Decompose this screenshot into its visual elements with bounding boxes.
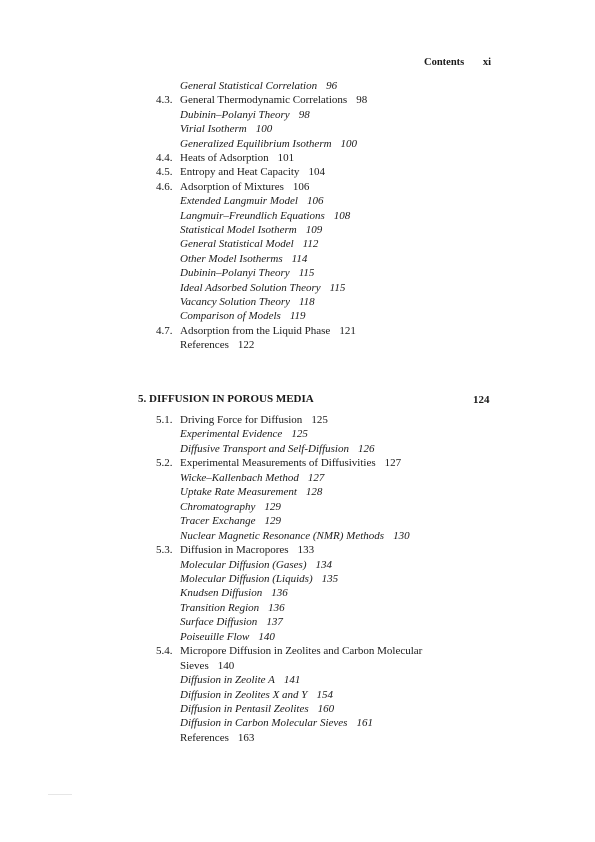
running-head-page-number: xi (482, 57, 492, 68)
entry-title: Molecular Diffusion (Liquids) (180, 572, 313, 585)
section-number: 4.7. (156, 324, 173, 337)
entry-title: Other Model Isotherms (180, 252, 283, 265)
entry-title: Diffusion in Macropores (180, 544, 289, 557)
entry-page-number: 98 (298, 108, 310, 121)
page-footer-mark (48, 794, 72, 795)
entry-page-number: 119 (289, 310, 306, 323)
section-number: 4.3. (156, 94, 173, 107)
chapter-page-number: 124 (473, 394, 490, 406)
references-entry (180, 338, 254, 352)
section-number: 5.3. (156, 544, 173, 557)
entry-page-number: 101 (277, 152, 295, 164)
subsection-entry (180, 500, 281, 514)
references-entry (180, 731, 254, 745)
section-entry (156, 324, 356, 338)
entry-page-number: 115 (329, 281, 346, 294)
section-entry (156, 413, 328, 427)
entry-page-number: 115 (298, 267, 315, 280)
entry-page-number: 127 (384, 457, 402, 470)
entry-title: Nuclear Magnetic Resonance (NMR) Methods (180, 529, 385, 542)
running-head-label: Contents (424, 57, 465, 68)
entry-title: Ideal Adsorbed Solution Theory (180, 281, 321, 294)
entry-title: Experimental Evidence (180, 428, 283, 441)
entry-page-number: 100 (255, 123, 273, 136)
subsection-entry (180, 122, 272, 136)
entry-title: Diffusion in Zeolite A (180, 674, 275, 687)
subsection-entry (180, 688, 333, 702)
entry-title: Vacancy Solution Theory (180, 296, 290, 308)
entry-title: Experimental Measurements of Diffusivities (180, 457, 376, 470)
entry-page-number: 130 (393, 529, 410, 542)
entry-page-number: 121 (339, 324, 356, 337)
section-number: 5.4. (156, 645, 173, 658)
entry-page-number: 154 (316, 688, 333, 701)
entry-page-number: 106 (306, 195, 324, 208)
subsection-entry (180, 442, 374, 456)
entry-title: Molecular Diffusion (Gases) (180, 558, 307, 571)
entry-page-number: 161 (356, 717, 373, 730)
subsection-entry (180, 529, 410, 543)
subsection-entry (180, 79, 337, 93)
entry-title: References (180, 731, 229, 744)
subsection-entry (180, 223, 322, 237)
entry-title: Heats of Adsorption (180, 152, 269, 164)
entry-title: Adsorption from the Liquid Phase (180, 324, 331, 337)
entry-title: Wicke–Kallenbach Method (180, 471, 299, 484)
entry-title: Driving Force for Diffusion (180, 414, 303, 426)
entry-page-number: 98 (356, 94, 368, 107)
entry-title: Dubinin–Polanyi Theory (180, 108, 290, 121)
entry-page-number: 136 (271, 587, 288, 600)
section-entry (156, 151, 295, 165)
entry-page-number: 114 (291, 252, 308, 265)
entry-page-number: 134 (315, 558, 332, 571)
entry-title: Generalized Equilibrium Isotherm (180, 137, 332, 150)
entry-page-number: 128 (305, 486, 323, 499)
entry-page-number: 129 (264, 515, 281, 528)
entry-page-number: 163 (237, 731, 255, 744)
section-entry (156, 93, 368, 107)
entry-title: Knudsen Diffusion (180, 587, 263, 600)
entry-title: General Statistical Correlation (180, 80, 318, 92)
entry-title: Diffusive Transport and Self-Diffusion (180, 442, 349, 455)
subsection-entry (180, 572, 338, 586)
entry-title: Diffusion in Zeolites X and Y (180, 688, 308, 701)
subsection-entry (180, 514, 281, 528)
entry-title: Diffusion in Carbon Molecular Sieves (180, 717, 348, 730)
section-number: 4.4. (156, 152, 173, 164)
subsection-entry (180, 716, 373, 730)
entry-title: Adsorption of Mixtures (180, 180, 284, 193)
subsection-entry (180, 194, 323, 208)
section-entry (156, 180, 310, 194)
entry-title: Diffusion in Pentasil Zeolites (180, 703, 309, 715)
entry-title: Chromatography (180, 500, 256, 513)
entry-page-number: 112 (302, 238, 319, 251)
entry-page-number: 137 (266, 616, 283, 629)
section-entry (156, 543, 315, 557)
entry-title: General Thermodynamic Correlations (180, 94, 348, 107)
section-entry (156, 456, 402, 470)
entry-page-number: 126 (357, 442, 375, 455)
entry-page-number: 125 (291, 428, 308, 441)
entry-page-number: 104 (308, 166, 325, 179)
entry-title: Statistical Model Isotherm (180, 224, 297, 236)
entry-page-number: 140 (217, 659, 235, 672)
entry-title: References (180, 339, 229, 352)
subsection-entry (180, 266, 314, 280)
section-number: 4.6. (156, 180, 173, 193)
entry-title: Langmuir–Freundlich Equations (180, 209, 325, 222)
subsection-entry (180, 558, 332, 572)
entry-page-number: 109 (305, 224, 323, 236)
section-number: 4.5. (156, 166, 173, 179)
entry-page-number: 136 (268, 601, 285, 614)
entry-title: Tracer Exchange (180, 515, 256, 528)
entry-title: Micropore Diffusion in Zeolites and Carbon Molecular (180, 645, 423, 658)
subsection-entry (180, 137, 357, 151)
entry-page-number: 96 (326, 80, 338, 92)
subsection-entry (180, 295, 315, 309)
entry-page-number: 106 (292, 180, 310, 193)
entry-title: Uptake Rate Measurement (180, 486, 297, 499)
section-number: 5.2. (156, 457, 173, 470)
subsection-entry (180, 586, 288, 600)
entry-title: General Statistical Model (180, 238, 294, 251)
entry-page-number: 100 (340, 137, 358, 150)
section-entry (156, 644, 423, 658)
entry-page-number: 122 (237, 339, 255, 352)
subsection-entry (180, 659, 234, 673)
subsection-entry (180, 427, 308, 441)
entry-page-number: 129 (264, 500, 281, 513)
subsection-entry (180, 630, 275, 644)
entry-title: Sieves (180, 659, 209, 672)
subsection-entry (180, 237, 318, 251)
subsection-entry (180, 485, 322, 499)
entry-title: Extended Langmuir Model (180, 195, 298, 208)
entry-page-number: 133 (297, 544, 315, 557)
entry-title: Poiseuille Flow (180, 630, 250, 643)
entry-title: Comparison of Models (180, 310, 281, 323)
subsection-entry (180, 702, 334, 716)
chapter-heading: 5. DIFFUSION IN POROUS MEDIA (138, 393, 314, 405)
section-entry (156, 165, 325, 179)
entry-title: Entropy and Heat Capacity (180, 166, 300, 179)
entry-page-number: 125 (311, 414, 328, 426)
subsection-entry (180, 281, 345, 295)
subsection-entry (180, 252, 307, 266)
section-number: 5.1. (156, 414, 173, 426)
subsection-entry (180, 601, 285, 615)
subsection-entry (180, 108, 310, 122)
subsection-entry (180, 209, 350, 223)
entry-page-number: 135 (321, 572, 339, 585)
subsection-entry (180, 673, 300, 687)
entry-title: Virial Isotherm (180, 123, 247, 136)
entry-page-number: 108 (333, 209, 351, 222)
entry-title: Dubinin–Polanyi Theory (180, 267, 290, 280)
subsection-entry (180, 309, 306, 323)
entry-page-number: 140 (258, 630, 275, 643)
subsection-entry (180, 615, 283, 629)
entry-title: Surface Diffusion (180, 616, 258, 629)
entry-title: Transition Region (180, 601, 260, 614)
entry-page-number: 141 (283, 674, 301, 687)
entry-page-number: 160 (317, 703, 335, 715)
entry-page-number: 127 (307, 471, 325, 484)
subsection-entry (180, 471, 324, 485)
entry-page-number: 118 (298, 296, 315, 308)
